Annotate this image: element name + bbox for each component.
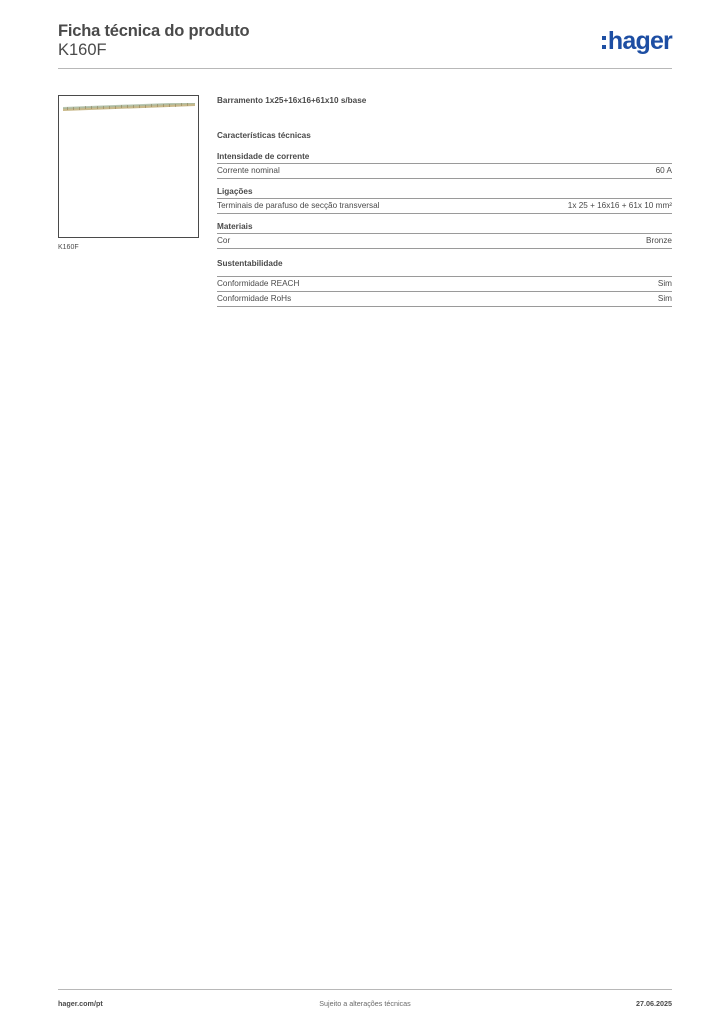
spec-value: 60 A	[655, 166, 672, 175]
spec-row	[217, 199, 672, 214]
logo-dots-icon	[602, 36, 606, 49]
spec-row	[217, 234, 672, 249]
page-title: Ficha técnica do produto	[58, 22, 250, 40]
product-code: K160F	[58, 41, 107, 59]
footer-date: 27.06.2025	[636, 999, 672, 1008]
busbar-image	[63, 103, 195, 111]
footer-disclaimer: Sujeito a alterações técnicas	[319, 999, 411, 1008]
group-title: Intensidade de corrente	[217, 152, 672, 164]
spec-content	[217, 96, 672, 315]
spec-label: Conformidade REACH	[217, 279, 300, 288]
spec-label: Cor	[217, 236, 231, 245]
spec-row	[217, 276, 672, 292]
spec-value: Sim	[657, 294, 672, 303]
product-name: Barramento 1x25+16x16+61x10 s/base	[217, 96, 367, 105]
spec-group-current	[217, 152, 672, 179]
spec-row	[217, 292, 672, 307]
page-header	[58, 20, 672, 69]
spec-value: 1x 25 + 16x16 + 61x 10 mm²	[567, 201, 672, 210]
spec-label: Conformidade RoHs	[217, 294, 292, 303]
group-title: Ligações	[217, 187, 672, 199]
spec-label: Terminais de parafuso de secção transversal	[217, 201, 380, 210]
spec-group-materials	[217, 222, 672, 249]
header-divider	[58, 68, 672, 69]
spec-label: Corrente nominal	[217, 166, 280, 175]
image-caption: K160F	[58, 244, 79, 251]
spec-value: Sim	[657, 279, 672, 288]
spec-group-connections	[217, 187, 672, 214]
footer-divider	[58, 989, 672, 990]
logo-text: hager	[607, 26, 672, 55]
spec-heading: Características técnicas	[217, 131, 311, 140]
spec-value: Bronze	[646, 236, 672, 245]
hager-logo	[602, 26, 672, 56]
group-title: Sustentabilidade	[217, 259, 283, 268]
spec-group-sustainability	[217, 259, 672, 307]
spec-row	[217, 164, 672, 179]
product-image	[58, 95, 199, 238]
footer-website-link[interactable]: hager.com/pt	[58, 999, 103, 1008]
group-title: Materiais	[217, 222, 672, 234]
